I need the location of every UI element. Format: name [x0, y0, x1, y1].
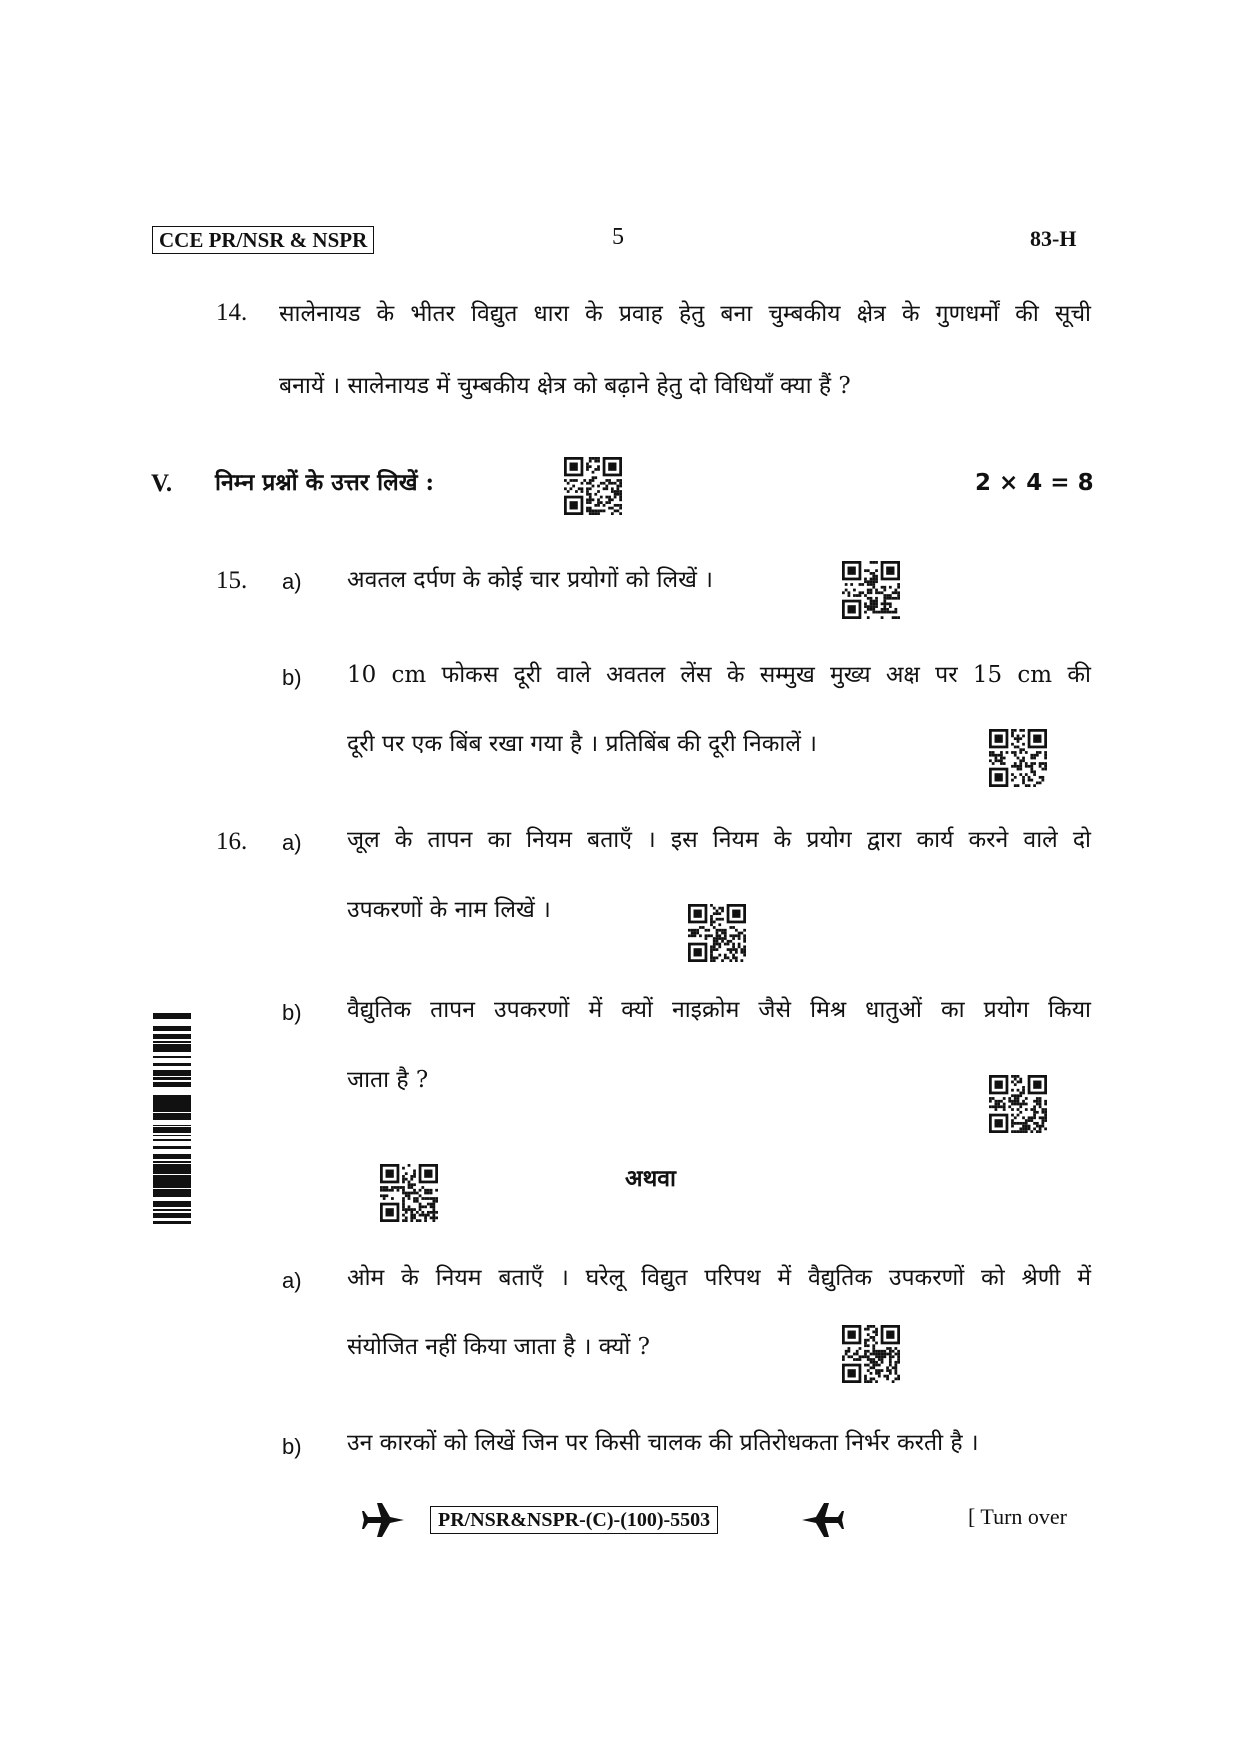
q15-a-text: अवतल दर्पण के कोई चार प्रयोगों को लिखें ।	[347, 567, 713, 593]
or-separator: अथवा	[625, 1165, 677, 1192]
section-v-marks: 2 × 4 = 8	[975, 470, 1094, 496]
footer-code: PR/NSR&NSPR-(C)-(100)-5503	[430, 1506, 718, 1534]
q16-number: 16.	[216, 828, 248, 855]
qr-code-icon	[564, 457, 622, 515]
q16-alt-a-line2: संयोजित नहीं किया जाता है । क्यों ?	[347, 1334, 650, 1360]
q14-line1: सालेनायड के भीतर विद्युत धारा के प्रवाह हेतु बना चुम्बकीय क्षेत्र के गुणधर्मों की सूची	[279, 301, 1091, 327]
q16-a-line1: जूल के तापन का नियम बताएँ । इस नियम के प्रयोग द्वारा कार्य करने वाले दो	[347, 827, 1091, 853]
q16-alt-b-text: उन कारकों को लिखें जिन पर किसी चालक की प्रतिरोधकता निर्भर करती है ।	[347, 1430, 979, 1456]
q16-a-label: a)	[282, 830, 302, 855]
qr-code-icon	[989, 729, 1047, 787]
qr-code-icon	[688, 904, 746, 962]
q15-b-line2: दूरी पर एक बिंब रखा गया है । प्रतिबिंब की दूरी निकालें ।	[347, 731, 817, 757]
airplane-right-icon	[800, 1500, 844, 1540]
q15-b-line1: 10 cm फोकस दूरी वाले अवतल लेंस के सम्मुख मुख्य अक्ष पर 15 cm की	[347, 662, 1091, 688]
q15-number: 15.	[216, 567, 248, 594]
qr-code-icon	[842, 561, 900, 619]
qr-code-icon	[989, 1075, 1047, 1133]
q16-b-label: b)	[282, 1000, 302, 1025]
page-number: 5	[612, 224, 624, 250]
q14-number: 14.	[216, 299, 248, 326]
section-v-title: निम्न प्रश्नों के उत्तर लिखें :	[215, 469, 435, 496]
q15-b-label: b)	[282, 665, 302, 690]
q16-alt-a-label: a)	[282, 1268, 302, 1293]
airplane-left-icon	[362, 1500, 406, 1540]
q16-alt-b-label: b)	[282, 1434, 302, 1459]
q16-a-line2: उपकरणों के नाम लिखें ।	[347, 897, 551, 923]
header-left-code: CCE PR/NSR & NSPR	[152, 226, 374, 254]
section-v-roman: V.	[151, 470, 173, 497]
q14-line2: बनायें । सालेनायड में चुम्बकीय क्षेत्र को बढ़ाने हेतु दो विधियाँ क्या हैं ?	[279, 373, 851, 399]
qr-code-icon	[380, 1164, 438, 1222]
turn-over-label: [ Turn over	[968, 1504, 1068, 1529]
q16-alt-a-line1: ओम के नियम बताएँ । घरेलू विद्युत परिपथ में वैद्युतिक उपकरणों को श्रेणी में	[347, 1265, 1091, 1291]
qr-code-icon	[842, 1325, 900, 1383]
q16-b-line1: वैद्युतिक तापन उपकरणों में क्यों नाइक्रोम जैसे मिश्र धातुओं का प्रयोग किया	[347, 997, 1091, 1023]
q15-a-label: a)	[282, 569, 302, 594]
q16-b-line2: जाता है ?	[347, 1067, 429, 1093]
header-right-code: 83-H	[1030, 226, 1077, 251]
barcode-icon	[153, 1013, 191, 1225]
